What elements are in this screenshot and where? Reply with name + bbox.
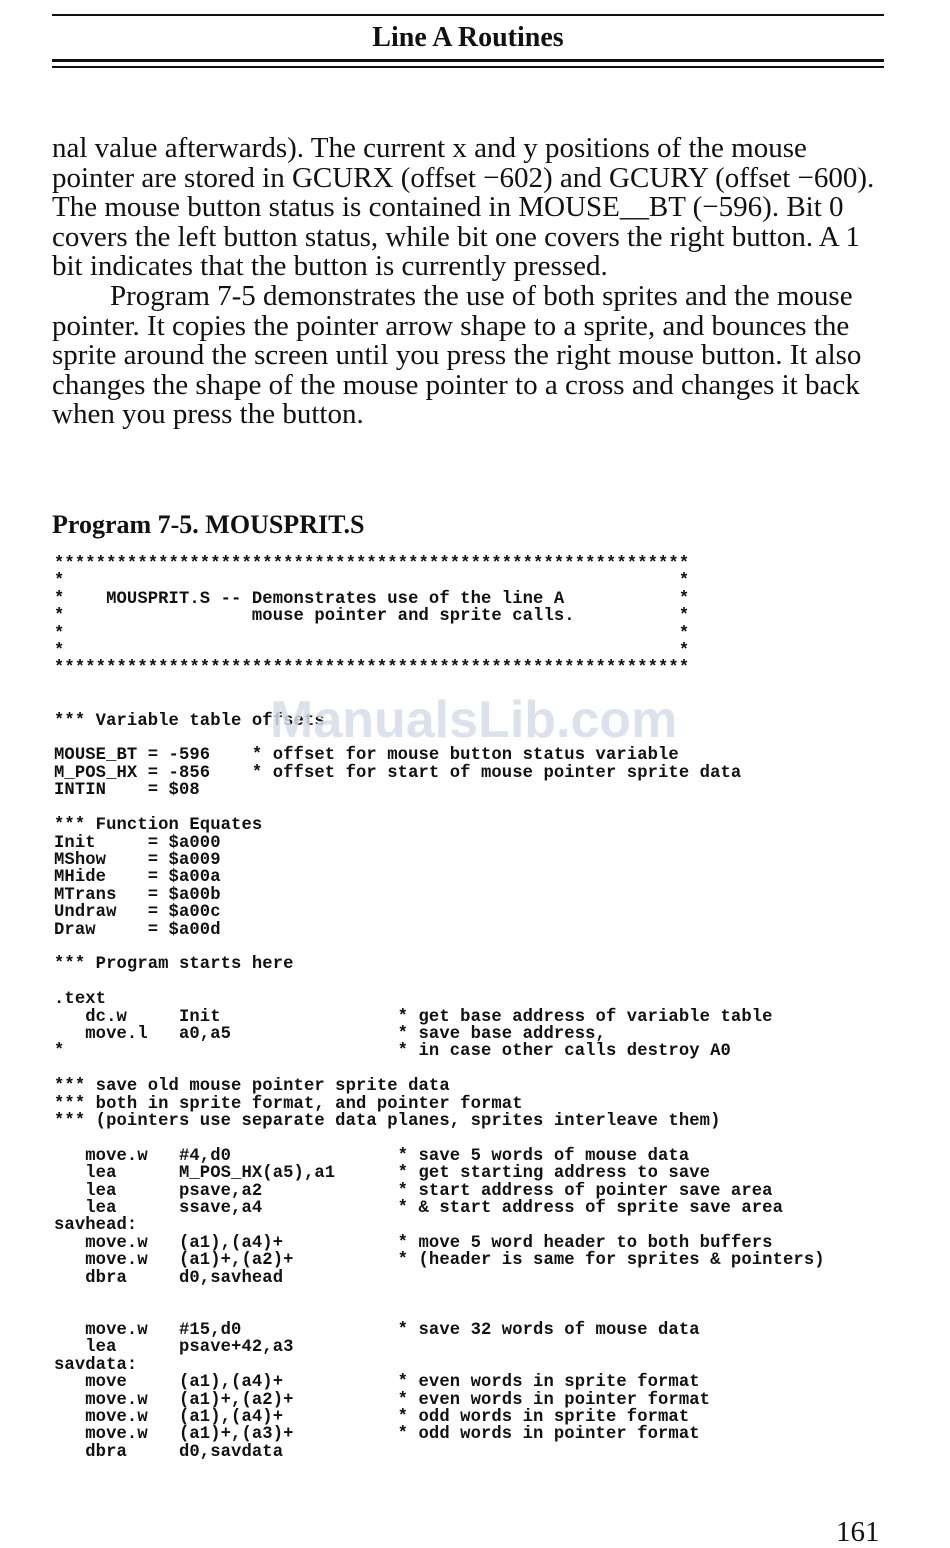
body-text [52, 134, 882, 430]
program-code-listing: ************************************************************* * * * MOUSPRIT.S -- Demonstrates use of the line A * * mouse pointer and sprite calls. * * * * * ************************************************************* *** Variable table offsets MOUSE_BT = -596 * offset for mouse button status variable M_POS_HX = -856 * offset for start of mouse pointer sprite data INTIN = $08 *** Function Equates Init = $a000 MShow = $a009 MHide = $a00a MTrans = $a00b Undraw = $a00c Draw = $a00d *** Program starts here .text dc.w Init * get base address of variable table move.l a0,a5 * save base address, * * in case other calls destroy A0 *** save old mouse pointer sprite data *** both in sprite format, and pointer format *** (pointers use separate data planes, sprites interleave them) move.w #4,d0 * save 5 words of mouse data lea M_POS_HX(a5),a1 * get starting address to save lea psave,a2 * start address of pointer save area lea ssave,a4 * & start address of sprite save area savhead: move.w (a1),(a4)+ * move 5 word header to both buffers move.w (a1)+,(a2)+ * (header is same for sprites & pointers) dbra d0,savhead move.w #15,d0 * save 32 words of mouse data lea psave+42,a3 savdata: move (a1),(a4)+ * even words in sprite format move.w (a1)+,(a2)+ * even words in pointer format move.w (a1),(a4)+ * odd words in sprite format move.w (a1)+,(a3)+ * odd words in pointer format dbra d0,savdata [54, 555, 825, 1462]
page-number: 161 [836, 1516, 880, 1548]
watermark-logo: ManualsLib.com [270, 691, 678, 749]
header-rule-thin [52, 66, 884, 68]
program-listing-title: Program 7-5. MOUSPRIT.S [52, 510, 365, 539]
body-paragraph-1: nal value afterwards). The current x and y positions of the mouse pointer are stored in GCURX (offset −602) and GCURY (offset −600). The mouse button status is contained in MOUSE__BT (−596). Bit 0 covers the left button status, while bit one covers the right button. A 1 bit indicates that the button is currently pressed. [52, 132, 875, 283]
running-header-title: Line A Routines [372, 22, 564, 53]
header-top-rule [52, 14, 884, 16]
body-paragraph-2: Program 7-5 demonstrates the use of both sprites and the mouse pointer. It copies the pointer arrow shape to a sprite, and bounces the sprite around the screen until you press the right mouse button. It also changes the shape of the mouse pointer to a cross and changes it back when you press the button. [52, 279, 862, 431]
header-rule-thick [52, 59, 884, 62]
